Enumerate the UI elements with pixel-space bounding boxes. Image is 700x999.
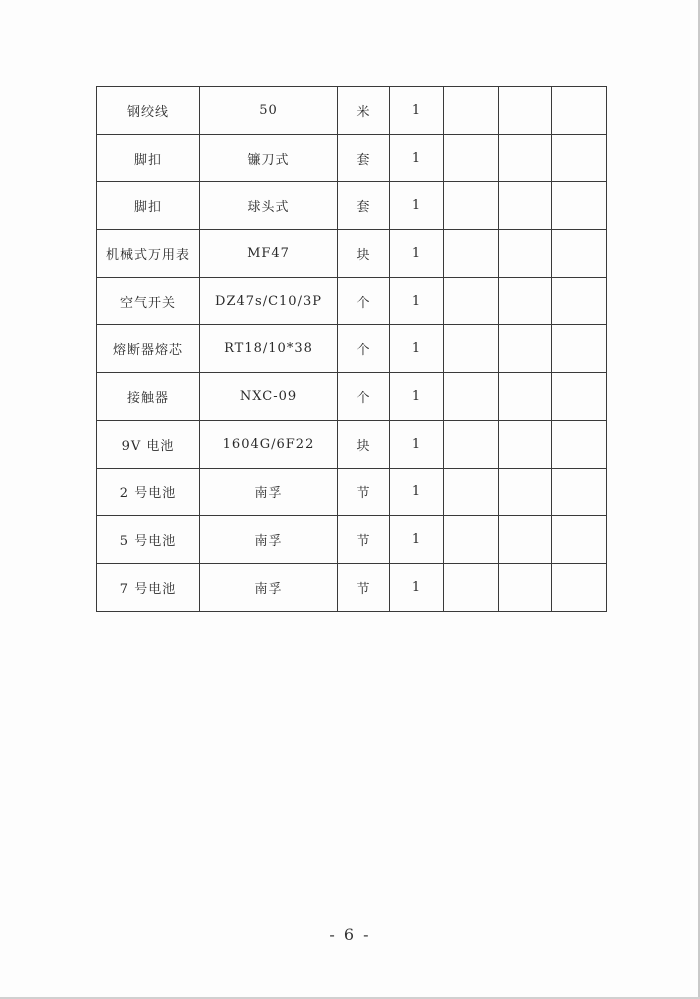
cell-extra-col-5	[444, 182, 499, 230]
cell-extra-col-6	[499, 230, 552, 278]
cell-extra-col-6	[499, 468, 552, 516]
page-number: - 6 -	[329, 925, 371, 944]
cell-quantity: 1	[390, 516, 444, 564]
equipment-table	[96, 86, 607, 612]
cell-item-name: 脚扣	[97, 182, 200, 230]
cell-extra-col-7	[552, 563, 607, 611]
cell-unit: 块	[338, 420, 390, 468]
cell-extra-col-7	[552, 87, 607, 135]
cell-quantity: 1	[390, 563, 444, 611]
cell-item-name: 空气开关	[97, 277, 200, 325]
cell-extra-col-7	[552, 468, 607, 516]
table-row	[97, 277, 607, 325]
cell-extra-col-5	[444, 420, 499, 468]
cell-extra-col-6	[499, 563, 552, 611]
cell-quantity: 1	[390, 420, 444, 468]
cell-extra-col-5	[444, 516, 499, 564]
cell-model-spec: 南孚	[200, 468, 338, 516]
table-row	[97, 230, 607, 278]
cell-unit: 套	[338, 182, 390, 230]
cell-extra-col-7	[552, 134, 607, 182]
cell-unit: 个	[338, 325, 390, 373]
cell-model-spec: 球头式	[200, 182, 338, 230]
cell-quantity: 1	[390, 182, 444, 230]
table-row	[97, 373, 607, 421]
cell-model-spec: 南孚	[200, 516, 338, 564]
cell-extra-col-5	[444, 468, 499, 516]
cell-unit: 节	[338, 468, 390, 516]
cell-unit: 节	[338, 516, 390, 564]
cell-extra-col-6	[499, 325, 552, 373]
cell-quantity: 1	[390, 87, 444, 135]
cell-extra-col-5	[444, 230, 499, 278]
cell-extra-col-6	[499, 420, 552, 468]
cell-unit: 个	[338, 373, 390, 421]
cell-item-name: 7 号电池	[97, 563, 200, 611]
cell-extra-col-7	[552, 516, 607, 564]
table-row	[97, 87, 607, 135]
cell-quantity: 1	[390, 134, 444, 182]
cell-item-name: 熔断器熔芯	[97, 325, 200, 373]
cell-quantity: 1	[390, 325, 444, 373]
cell-extra-col-6	[499, 516, 552, 564]
cell-item-name: 接触器	[97, 373, 200, 421]
table-row	[97, 182, 607, 230]
cell-unit: 米	[338, 87, 390, 135]
cell-model-spec: RT18/10*38	[200, 325, 338, 373]
cell-extra-col-5	[444, 373, 499, 421]
cell-extra-col-6	[499, 373, 552, 421]
cell-model-spec: MF47	[200, 230, 338, 278]
table-row	[97, 468, 607, 516]
cell-extra-col-6	[499, 87, 552, 135]
table-row	[97, 563, 607, 611]
cell-extra-col-5	[444, 87, 499, 135]
cell-model-spec: 镰刀式	[200, 134, 338, 182]
cell-extra-col-6	[499, 182, 552, 230]
table-row	[97, 134, 607, 182]
cell-model-spec: 50	[200, 87, 338, 135]
cell-extra-col-5	[444, 325, 499, 373]
cell-extra-col-7	[552, 182, 607, 230]
cell-quantity: 1	[390, 373, 444, 421]
cell-extra-col-7	[552, 373, 607, 421]
cell-extra-col-7	[552, 325, 607, 373]
cell-extra-col-5	[444, 134, 499, 182]
cell-extra-col-7	[552, 277, 607, 325]
table-row	[97, 516, 607, 564]
cell-extra-col-5	[444, 277, 499, 325]
table-row	[97, 420, 607, 468]
cell-quantity: 1	[390, 230, 444, 278]
cell-unit: 套	[338, 134, 390, 182]
cell-model-spec: NXC-09	[200, 373, 338, 421]
cell-unit: 节	[338, 563, 390, 611]
cell-model-spec: 南孚	[200, 563, 338, 611]
cell-item-name: 9V 电池	[97, 420, 200, 468]
cell-item-name: 5 号电池	[97, 516, 200, 564]
cell-item-name: 机械式万用表	[97, 230, 200, 278]
cell-unit: 个	[338, 277, 390, 325]
cell-quantity: 1	[390, 468, 444, 516]
cell-quantity: 1	[390, 277, 444, 325]
cell-extra-col-7	[552, 420, 607, 468]
cell-item-name: 脚扣	[97, 134, 200, 182]
cell-extra-col-7	[552, 230, 607, 278]
cell-model-spec: 1604G/6F22	[200, 420, 338, 468]
cell-extra-col-6	[499, 277, 552, 325]
cell-extra-col-6	[499, 134, 552, 182]
cell-item-name: 钢绞线	[97, 87, 200, 135]
cell-model-spec: DZ47s/C10/3P	[200, 277, 338, 325]
cell-unit: 块	[338, 230, 390, 278]
table-row	[97, 325, 607, 373]
equipment-table-body	[97, 87, 607, 612]
cell-item-name: 2 号电池	[97, 468, 200, 516]
cell-extra-col-5	[444, 563, 499, 611]
